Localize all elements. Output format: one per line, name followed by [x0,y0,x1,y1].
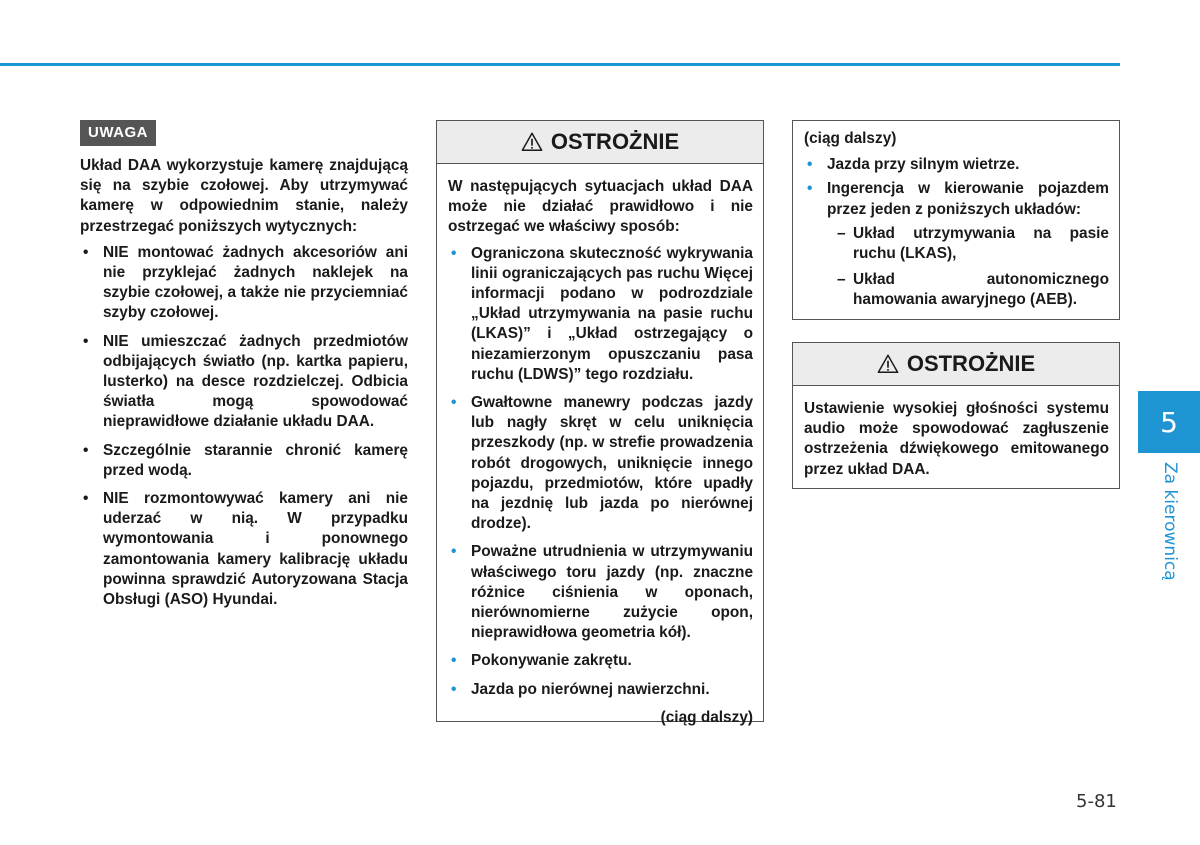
list-item: • NIE umieszczać żadnych przedmiotów odbijających światło (np. kartka papieru, lusterko) na desce rozdzielczej. Odbicia światła mogą spowodować nieprawidłowe działanie układu DAA. [80,332,408,433]
caution-header-2 [793,343,1119,386]
list-item: • Gwałtowne manewry podczas jazdy lub nagły skręt w celu uniknięcia przeszkody (np. w strefie prowadzenia robót drogowych, uniknięcie innego pojazdu, przedmiotów, które upadły na jezdnię lub jazda po nierównej drodze). [448,393,753,534]
uwaga-badge: UWAGA [80,120,156,146]
caution-sublist [804,224,1109,311]
continued-label: (ciąg dalszy) [660,708,753,726]
sub-list-item: – Układ autonomicznego hamowania awaryjnego (AEB). [804,270,1109,310]
list-item: • Ograniczona skuteczność wykrywania linii ograniczających pas ruchu Więcej informacji podano w podrozdziale „Układ utrzymywania na pasie ruchu (LKAS)” i „Układ ostrzegający o niezamierzonym opuszczaniu pasa ruchu (LDWS)” tego rozdziału. [448,244,753,385]
list-item: • Pokonywanie zakrętu. [448,651,753,671]
chapter-tab: 5 [1138,391,1200,453]
list-item: • Jazda przy silnym wietrze. [804,155,1109,175]
column-uwaga [80,120,408,618]
uwaga-intro: Układ DAA wykorzystuje kamerę znajdującą się na szybie czołowej. Aby utrzymywać kamerę w odpowiednim stanie, należy przestrzegać poniższych wytycznych: [80,157,408,235]
sub-list-item: – Układ utrzymywania na pasie ruchu (LKAS), [804,224,1109,264]
caution-list-1 [448,244,753,700]
uwaga-list [80,243,408,610]
caution-box-2 [792,342,1120,489]
caution-box-1 [436,120,764,726]
chapter-title: Za kierownicą [1160,462,1180,581]
list-item: • Szczególnie starannie chronić kamerę przed wodą. [80,441,408,481]
caution-body-continued [793,121,1119,327]
caution-title-1: OSTROŻNIE [550,129,680,154]
page-number: 5-81 [1076,791,1117,812]
caution-header-1 [437,121,763,164]
list-item: • Ingerencja w kierowanie pojazdem przez jeden z poniższych układów: [804,179,1109,219]
caution-body-1 [437,164,763,738]
warning-triangle-icon [877,353,899,375]
top-rule [0,63,1120,66]
list-item: • Jazda po nierównej nawierzchni. [448,680,753,700]
list-item: • NIE rozmontowywać kamery ani nie uderzać w nią. W przypadku wymontowania i ponownego zamontowania kamery kalibrację układu powinna sprawdzić Autoryzowana Stacja Obsługi (ASO) Hyundai. [80,489,408,610]
list-item: • NIE montować żadnych akcesoriów ani nie przyklejać żadnych naklejek na szybie czołowej, a także nie przyciemniać szyby czołowej. [80,243,408,324]
continued-label: (ciąg dalszy) [804,130,897,147]
caution-body-2 [793,386,1119,496]
caution-title-2: OSTROŻNIE [906,351,1036,376]
caution-list-continued [804,155,1109,220]
list-item: • Poważne utrudnienia w utrzymywaniu właściwego toru jazdy (np. znaczne różnice ciśnienia w oponach, nierównomierne zużycie opon, nieprawidłowa geometria kół). [448,542,753,643]
caution-box-continued [792,120,1120,320]
caution-text-2: Ustawienie wysokiej głośności systemu audio może spowodować zagłuszenie ostrzeżenia dźwiękowego emitowanego przez układ DAA. [804,400,1109,478]
caution-intro-1: W następujących sytuacjach układ DAA może nie działać prawidłowo i nie ostrzegać we właściwy sposób: [448,178,753,236]
warning-triangle-icon [521,131,543,153]
